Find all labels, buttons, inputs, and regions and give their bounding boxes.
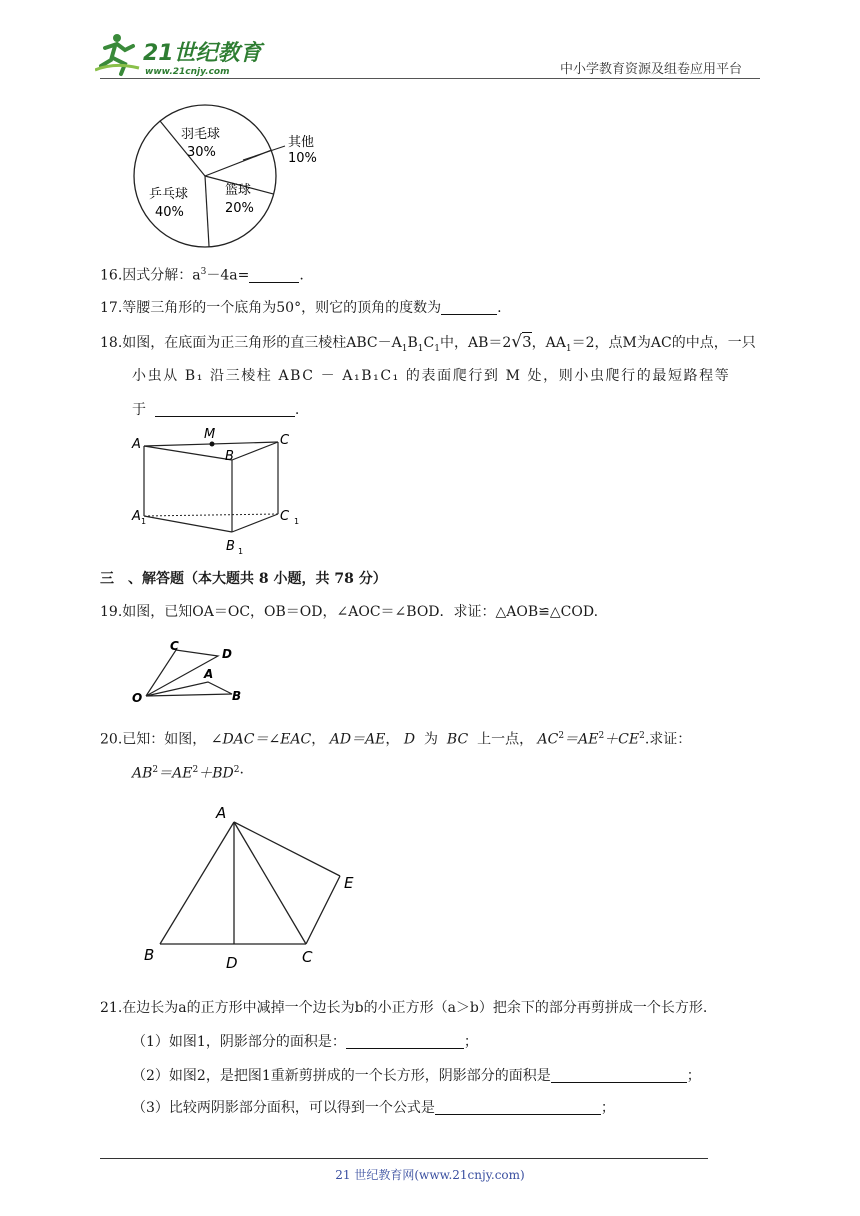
pie-slice-boundary xyxy=(205,176,209,247)
question-17: 17.等腰三角形的一个底角为50°，则它的顶角的度数为 . xyxy=(100,300,502,316)
section-3-heading: 三 、解答题（本大题共 8 小题，共 78 分） xyxy=(100,571,387,587)
pie-label-badminton: 羽毛球 xyxy=(181,127,221,142)
pie-value-pingpong: 40% xyxy=(155,205,184,220)
platform-name: 中小学教育资源及组卷应用平台 xyxy=(560,62,743,77)
svg-text:B: B xyxy=(225,449,234,464)
svg-text:B: B xyxy=(144,946,155,964)
svg-text:1: 1 xyxy=(238,547,244,556)
answer-blank-18[interactable] xyxy=(155,402,295,417)
answer-blank-21-1[interactable] xyxy=(346,1034,464,1049)
question-18-line2: 小虫从 B₁ 沿三棱柱 ABC － A₁B₁C₁ 的表面爬行到 M 处，则小虫爬行的最短路程等 xyxy=(132,368,731,384)
pie-value-badminton: 30% xyxy=(187,145,216,160)
question-20-line1: 20.已知：如图， ∠DAC＝∠EAC， AD＝AE， D 为 BC 上一点， $AC^2=AE^2+CE^2$.求证： xyxy=(100,731,692,748)
q20-figure xyxy=(140,800,370,972)
svg-text:C: C xyxy=(302,948,313,966)
question-21: 21.在边长为a的正方形中减掉一个边长为b的小正方形（a＞b）把余下的部分再剪拼成一个长方形. xyxy=(100,1000,708,1016)
pie-figure xyxy=(125,98,335,248)
pie-label-pingpong: 乒乓球 xyxy=(149,187,189,202)
question-19: 19.如图，已知OA＝OC，OB＝OD，∠AOC＝∠BOD．求证：△AOB≌△COD. xyxy=(100,604,599,620)
svg-text:C: C xyxy=(280,433,290,448)
header-divider xyxy=(100,78,760,79)
answer-blank-16[interactable] xyxy=(249,268,299,283)
pie-value-other: 10% xyxy=(288,151,317,166)
svg-text:1: 1 xyxy=(141,517,147,526)
question-21-part1: （1）如图1，阴影部分的面积是： ； xyxy=(132,1034,478,1050)
runner-icon xyxy=(95,34,139,74)
question-20-line2: $AB^2=AE^2+BD^2\cdot$ xyxy=(132,765,244,782)
answer-blank-21-2[interactable] xyxy=(551,1068,687,1083)
svg-text:C: C xyxy=(170,639,179,653)
pie-label-other: 其他 xyxy=(288,135,315,150)
answer-blank-21-3[interactable] xyxy=(435,1100,601,1115)
logo-text: 21世纪教育 xyxy=(143,41,262,66)
pie-label-basketball: 篮球 xyxy=(225,183,252,198)
question-18-line3: 于 . xyxy=(132,402,300,418)
pie-value-basketball: 20% xyxy=(225,201,254,216)
svg-text:A: A xyxy=(132,509,141,524)
answer-blank-17[interactable] xyxy=(441,300,497,315)
svg-text:A: A xyxy=(204,667,214,681)
svg-text:D: D xyxy=(226,954,238,972)
triangles-figure xyxy=(128,636,258,706)
svg-text:O: O xyxy=(132,691,143,705)
site-logo xyxy=(95,30,265,78)
question-21-part2: （2）如图2，是把图1重新剪拼成的一个长方形，阴影部分的面积是 ； xyxy=(132,1068,701,1084)
svg-text:D: D xyxy=(222,647,232,661)
question-18-line1: 18.如图，在底面为正三角形的直三棱柱$ABC-A_1B_1C_1$中，AB＝2√3，$AA_1=2$，点M为AC的中点，一只 xyxy=(100,332,756,354)
prism-figure xyxy=(128,426,308,558)
logo-url: www.21cnjy.com xyxy=(145,67,230,77)
svg-text:B: B xyxy=(232,689,242,703)
svg-text:A: A xyxy=(132,437,141,452)
footer-text: 21 世纪教育网(www.21cnjy.com) xyxy=(335,1168,525,1182)
svg-text:B: B xyxy=(226,539,235,554)
svg-text:C: C xyxy=(280,509,290,524)
question-16: 16.因式分解：$a^3-4a=$ . xyxy=(100,267,304,284)
svg-text:M: M xyxy=(204,427,216,442)
svg-text:1: 1 xyxy=(294,517,300,526)
svg-text:A: A xyxy=(216,804,227,822)
footer-divider xyxy=(100,1158,708,1159)
sqrt-symbol: √ xyxy=(511,332,523,352)
svg-text:E: E xyxy=(344,874,354,892)
question-21-part3: （3）比较两阴影部分面积，可以得到一个公式是 ； xyxy=(132,1100,615,1116)
